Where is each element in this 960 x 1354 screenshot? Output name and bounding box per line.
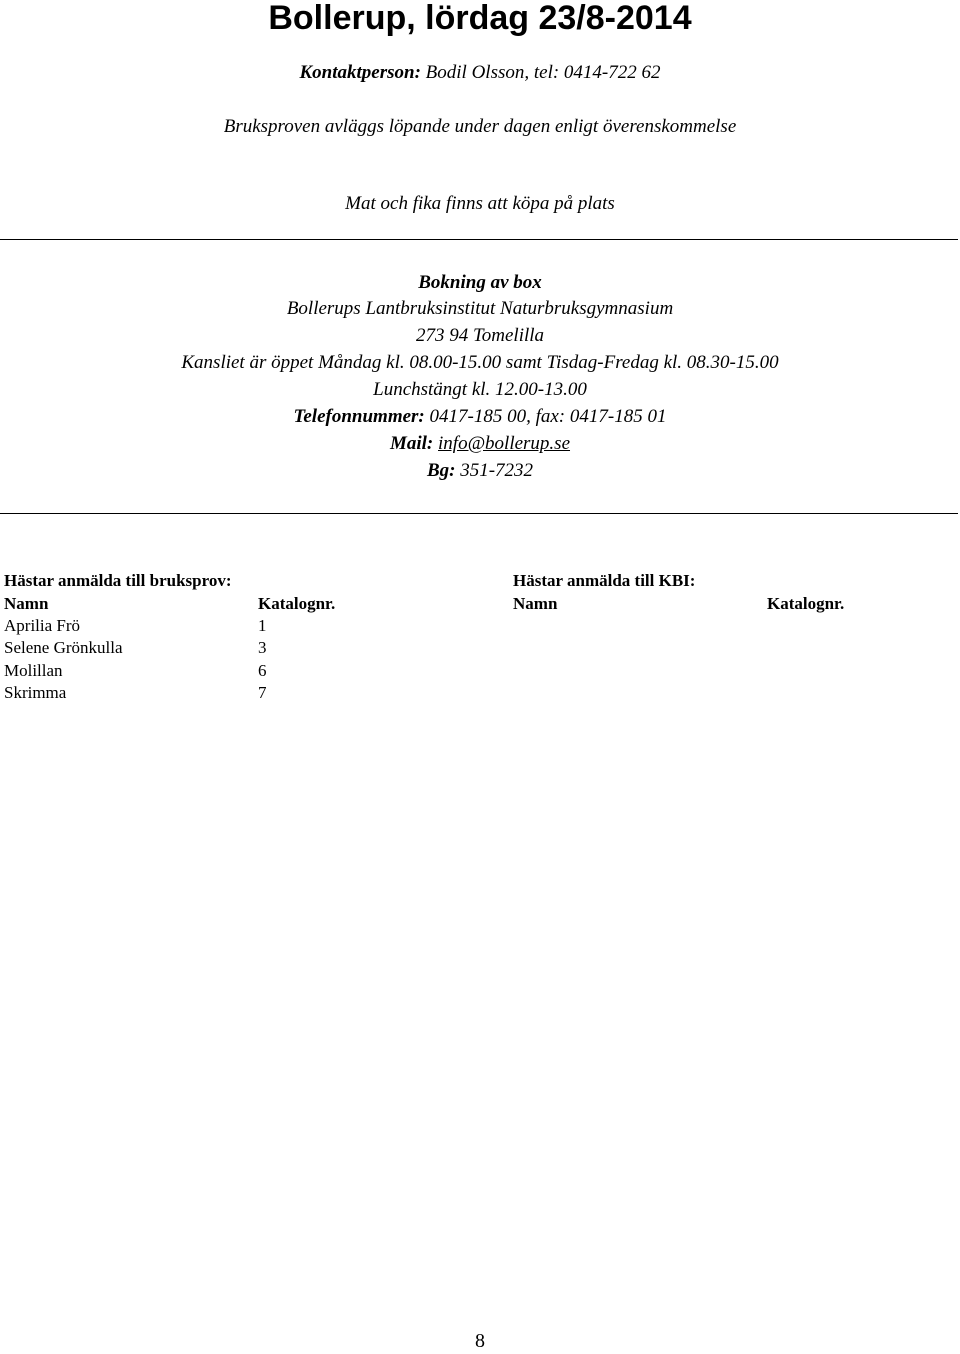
divider-bottom <box>0 513 958 514</box>
booking-mail <box>0 433 960 455</box>
booking-bg <box>0 460 960 482</box>
kbi-col-name: Namn <box>513 594 558 613</box>
kbi-heading: Hästar anmälda till KBI: <box>513 571 696 590</box>
booking-hours: Kansliet är öppet Måndag kl. 08.00-15.00 samt Tisdag-Fredag kl. 08.30-15.00 <box>181 352 779 373</box>
booking-heading: Bokning av box <box>418 272 542 293</box>
bg-label: Bg: <box>426 460 456 481</box>
bruksprov-col-cat: Katalognr. <box>258 594 336 613</box>
booking-address: 273 94 Tomelilla <box>415 325 545 346</box>
contact-value: Bodil Olsson, tel: 0414-722 62 <box>420 62 661 83</box>
phone-value: 0417-185 00, fax: 0417-185 01 <box>424 406 667 427</box>
kbi-col-cat: Katalognr. <box>767 594 845 613</box>
table-row-name: Molillan <box>4 661 63 680</box>
bruksprov-col-name: Namn <box>4 594 49 613</box>
contact-line <box>0 62 960 84</box>
table-row-name: Selene Grönkulla <box>4 638 123 657</box>
phone-label: Telefonnummer: <box>293 406 425 427</box>
note-food: Mat och fika finns att köpa på plats <box>345 193 615 214</box>
page-number: 8 <box>475 1330 485 1352</box>
mail-link[interactable]: info@bollerup.se <box>438 433 571 454</box>
contact-label: Kontaktperson: <box>299 62 421 83</box>
bruksprov-heading: Hästar anmälda till bruksprov: <box>4 571 232 590</box>
booking-org: Bollerups Lantbruksinstitut Naturbruksgymnasium <box>286 298 674 319</box>
table-row-cat: 1 <box>258 616 267 635</box>
table-row-cat: 7 <box>258 683 267 702</box>
booking-phone <box>0 406 960 428</box>
divider-top <box>0 239 958 240</box>
table-row-cat: 3 <box>258 638 267 657</box>
booking-lunch: Lunchstängt kl. 12.00-13.00 <box>373 379 587 400</box>
table-row-cat: 6 <box>258 661 267 680</box>
table-row-name: Aprilia Frö <box>4 616 81 635</box>
table-row-name: Skrimma <box>4 683 67 702</box>
bg-value: 351-7232 <box>455 460 534 481</box>
mail-label: Mail: <box>389 433 434 454</box>
page-title: Bollerup, lördag 23/8-2014 <box>268 0 692 37</box>
note-bruksprov: Bruksproven avläggs löpande under dagen enligt överenskommelse <box>223 116 737 137</box>
